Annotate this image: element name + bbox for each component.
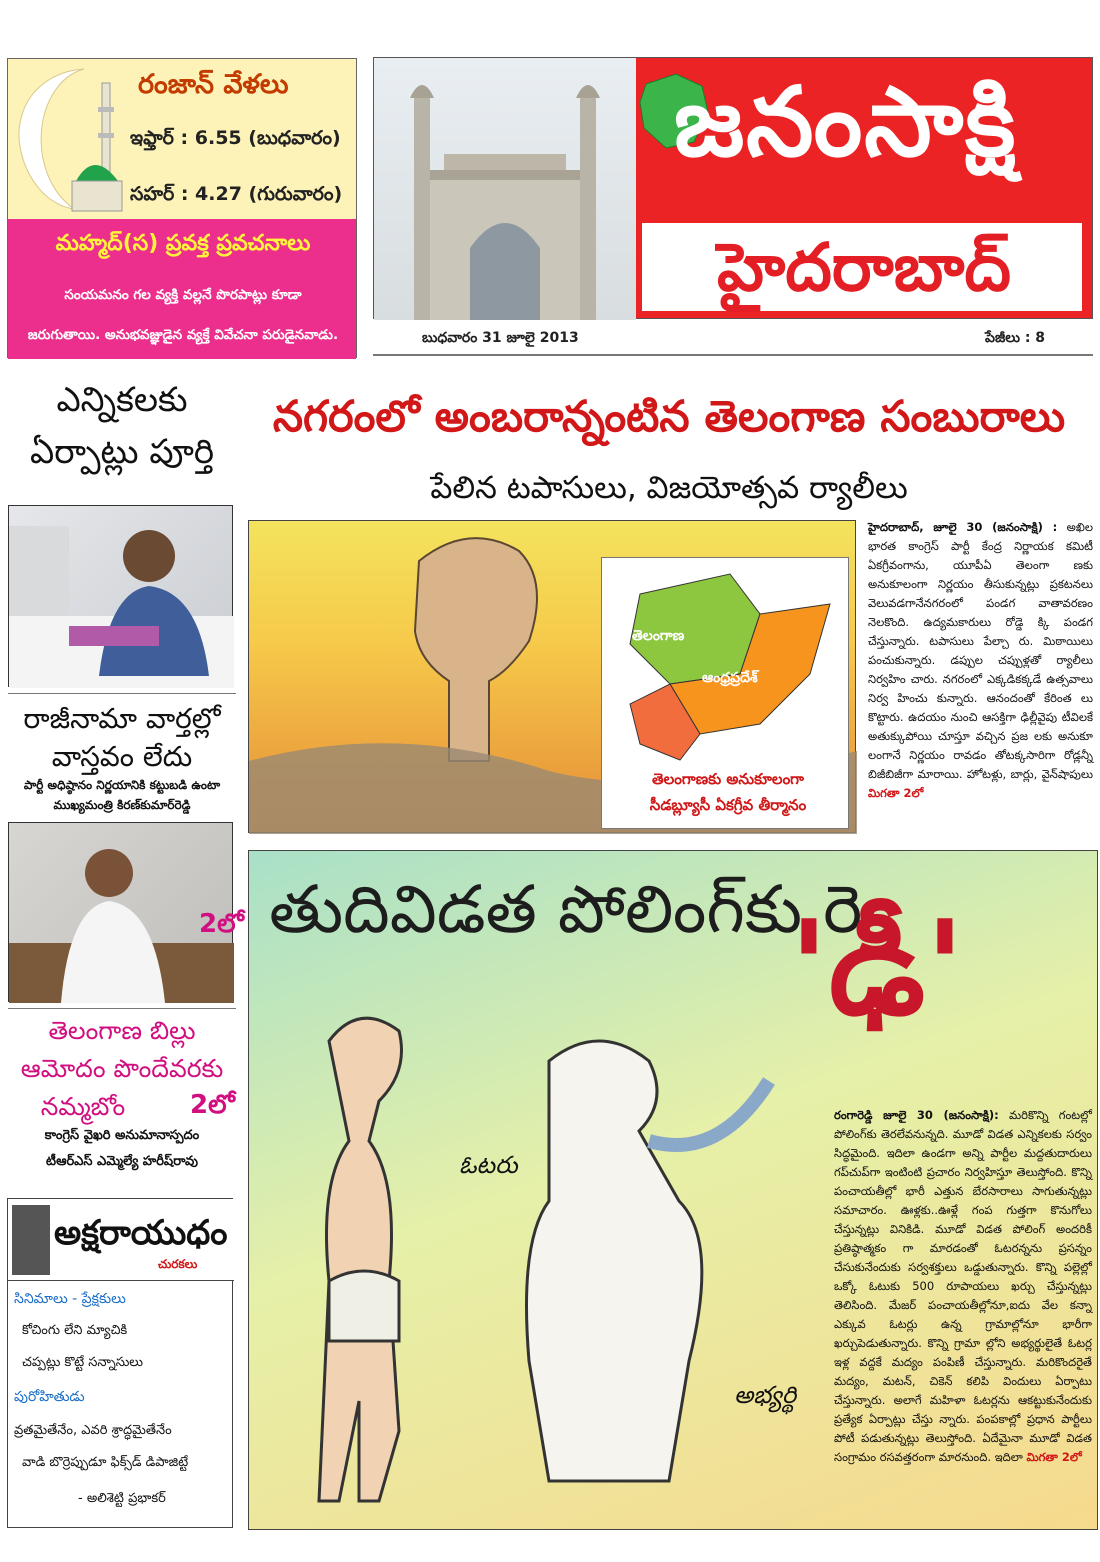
date-rule <box>373 354 1093 356</box>
story3-subline-2: టీఆర్ఎస్ ఎమ్మెల్యే హరీష్‌రావు <box>46 1154 198 1169</box>
poet-portrait <box>12 1205 50 1275</box>
story2-headline-line1: రాజీనామా వార్తల్లో <box>23 702 221 735</box>
voter-label: ఓటరు <box>459 1151 518 1179</box>
aksharayudham-logo <box>8 1199 234 1281</box>
cartoon-headline: తుదివిడత పోలింగ్‌కు రె <box>269 871 863 948</box>
divider <box>8 1008 236 1009</box>
newspaper-title: జనంసాక్షి <box>674 66 1018 178</box>
ap-map-illustration <box>610 564 842 764</box>
masthead <box>373 57 1093 319</box>
ramzan-timings-box <box>7 58 357 358</box>
story3-headline-line2: ఆమోదం పొందేవరకు <box>20 1054 224 1083</box>
quote-line-2: జరుగుతాయి. అనుభవజ్ఞుడైన వ్యక్తే వివేచనా పరుడైనవాడు. <box>27 327 339 343</box>
story1-headline-line1: ఎన్నికలకు <box>56 380 188 420</box>
candidate-label: అభ్యర్థి <box>734 1381 797 1409</box>
polling-continued: మిగతా 2లో <box>1026 1450 1082 1464</box>
state-map-card <box>601 557 849 829</box>
divider <box>8 693 236 694</box>
poem2-line2: వాడి బొర్రెప్పుడూ ఫిక్స్‌డ్ డిపాజిట్టే <box>22 1455 189 1470</box>
issue-date: బుధవారం 31 జూలై 2013 <box>422 330 579 346</box>
story3-subline-1: కాంగ్రెస్ వైఖరి అనుమానాస్పదం <box>44 1128 200 1143</box>
map-caption-line2: సీడబ్ల్యూసీ ఏకగ్రీవ తీర్మానం <box>649 796 807 814</box>
story3-headline-line3: నమ్మబోం <box>40 1092 126 1121</box>
cm-photo <box>8 822 244 1002</box>
aksharayudham-title: అక్షరాయుధం <box>54 1213 228 1253</box>
celebration-story <box>868 518 1093 840</box>
charminar-illustration <box>374 58 636 320</box>
polling-cartoon <box>248 850 1098 1530</box>
crescent-mosque-icon <box>14 63 132 215</box>
poem1-line2: చప్పట్లు కొట్టే సన్నాసులు <box>22 1355 144 1370</box>
celebration-body: అఖిల భారత కాంగ్రెస్ పార్టీ కేంద్ర నిర్ణాయక కమిటీ ఏకగ్రీవంగాను, యూపీఏ తెలంగా ణకు అనుకూలంగా నిర్ణయం తీసుకున్నట్లు ప్రకటనలు వెలువడగానేనగరంలో పండగ వాతావరణం నెలకొంది. ఉద్యమకారులు రోడ్డె క్కి పండగ చేస్తున్నారు. టపాసులు పేల్చా రు. మిఠాయిలు పంచుకున్నారు. డప్పుల చప్పుళ్లతో ర్యాలీలు నిర్వహిం చారు. నగరంలో ఎక్కడికక్కడే ఉత్సవాలు నిర్వ హించు కున్నారు. ఆనందంతో కేరింత లు కొట్టారు. ఉదయం నుంచి ఆసక్తిగా ఢిల్లీవైపు టీవిలకే అతుక్కుపోయి చూస్తూ వచ్చిన ప్రజ లకు అనుకూ లంగానే నిర్ణయం రావడం తోటక్కసారిగా రోడ్లన్నీ బిజీబిజీగా మారాయి. హోటళ్లు, బార్లు, వైన్‌షాపులు <box>868 520 1093 781</box>
officer-photo <box>8 505 233 687</box>
story3-page-ref: 2లో <box>190 1090 235 1120</box>
celebration-dateline: హైదరాబాద్, జూలై 30 (జనంసాక్షి) : <box>868 520 1058 534</box>
map-label-andhra: ఆంధ్రప్రదేశ్ <box>702 670 758 686</box>
celebration-continued: మిగతా 2లో <box>868 786 924 800</box>
polling-dateline: రంగారెడ్డి జూలై 30 (జనంసాక్షి): <box>834 1108 999 1122</box>
page-count: పేజీలు : 8 <box>985 330 1046 346</box>
poem1-title: సినిమాలు - ప్రేక్షకులు <box>14 1291 126 1307</box>
officer-illustration <box>9 506 234 688</box>
map-caption-line1: తెలంగాణకు అనుకూలంగా <box>652 770 804 788</box>
cartoon-word: 'ఢీ' <box>789 891 965 1044</box>
polling-story <box>834 1106 1092 1526</box>
poem-author: - అలిశెట్టి ప్రభాకర్ <box>78 1491 166 1506</box>
aksharayudham-subtitle: చురకలు <box>158 1257 198 1271</box>
story2-page-ref: 2లో <box>199 909 244 939</box>
story1-headline-line2: ఏర్పాట్లు పూర్తి <box>29 432 214 472</box>
map-label-telangana: తెలంగాణ <box>632 628 685 644</box>
edition-name: హైదరాబాద్ <box>717 229 1011 306</box>
poem2-title: పురోహితుడు <box>14 1389 85 1405</box>
charminar-photo <box>374 58 636 320</box>
iftar-time: ఇఫ్తార్ : 6.55 (బుధవారం) <box>130 127 341 149</box>
main-subheadline: పేలిన టపాసులు, విజయోత్సవ ర్యాలీలు <box>430 470 908 506</box>
polling-body: మరికొన్ని గంటల్లో పోలింగ్‌కు తెరలేవనున్నది. మూడో విడత ఎన్నికలకు సర్వం సిద్ధమైంది. ఇదిలా ఉండగా అన్ని పార్టీల మద్దతుదారులు గప్‌చుప్‌గా ఇంటింటి ప్రచారం నిర్వహిస్తూ తెలుస్తోంది. కొన్ని పంచాయతీల్లో భారీ ఎత్తున బేరసారాలు సాగుతున్నట్లు సమాచారం. ఊళ్లకు..ఊళ్లే గంప గుత్తగా కొనుగోలు చేస్తున్నట్లు వినికిడి. మూడో విడత పోలింగ్ అందరికీ ప్రతిష్ఠాత్మకం గా మారడంతో ఓటరన్నను ప్రసన్నం చేసుకునేందుకు సర్వశక్తులు ఒడ్డుతున్నారు. కొన్ని పల్లెల్లో ఒక్కో ఓటుకు 500 రూపాయలు ఖర్చు చేస్తున్నట్లు తెలిసింది. మేజర్ పంచాయతీల్లోనూ,ఐదు వేల కన్నా ఎక్కువ ఓటర్లు ఉన్న గ్రామాల్లోనూ భారీగా ఖర్చుపెడుతున్నారు. కొన్ని గ్రామా ల్లోని అభ్యర్థులైతే ఓటర్ల ఇళ్ల వద్దకే మద్యం పంపిణీ చేస్తున్నారు. మరికొందరైతే మద్యం, మటన్, చికెన్ కలిపి విందులు ఏర్పాటు చేస్తున్నారు. అలాగే మహిళా ఓటర్లను ఆకట్టుకునేందుకు ప్రత్యేక ఏర్పాట్లు చేస్తు న్నారు. పంపకాల్లో ప్రధాన పార్టీలు పోటీ పడుతున్నట్లు తెలుస్తోంది. ఏదేమైనా మూడో విడత సంగ్రామం రసవత్తరంగా మారనుంది. ఇదిలా <box>834 1108 1092 1464</box>
story3-headline-line1: తెలంగాణ బిల్లు <box>48 1016 196 1045</box>
story2-subline-2: ముఖ్యమంత్రి కిరణ్‌కుమార్‌రెడ్డి <box>53 798 191 812</box>
aksharayudham-box <box>7 1198 233 1528</box>
story2-headline-line2: వాస్తవం లేదు <box>51 740 193 773</box>
poem2-line1: వ్రతమైతేనేం, ఎవరి శ్రాద్ధమైతేనేం <box>14 1423 172 1438</box>
poem1-line1: కోచింగు లేని మ్యాచికి <box>22 1323 128 1338</box>
celebration-illustration <box>248 520 856 833</box>
main-headline: నగరంలో అంబరాన్నంటిన తెలంగాణ సంబురాలు <box>272 392 1066 442</box>
ramzan-top-panel <box>8 59 356 219</box>
quote-title: మహ్మద్(స) ప్రవక్త ప్రవచనాలు <box>55 231 311 256</box>
story2-subline-1: పార్టీ అధిష్ఠానం నిర్ణయానికి కట్టుబడి ఉంటా <box>23 778 221 792</box>
ramzan-title: రంజాన్ వేళలు <box>138 69 289 100</box>
sahar-time: సహర్ : 4.27 (గురువారం) <box>130 183 343 205</box>
voter-candidate-illustration <box>249 981 829 1531</box>
quote-line-1: సంయమనం గల వ్యక్తి వల్లనే పొరపాట్లు కూడా <box>64 287 302 303</box>
edition-panel <box>642 223 1082 311</box>
